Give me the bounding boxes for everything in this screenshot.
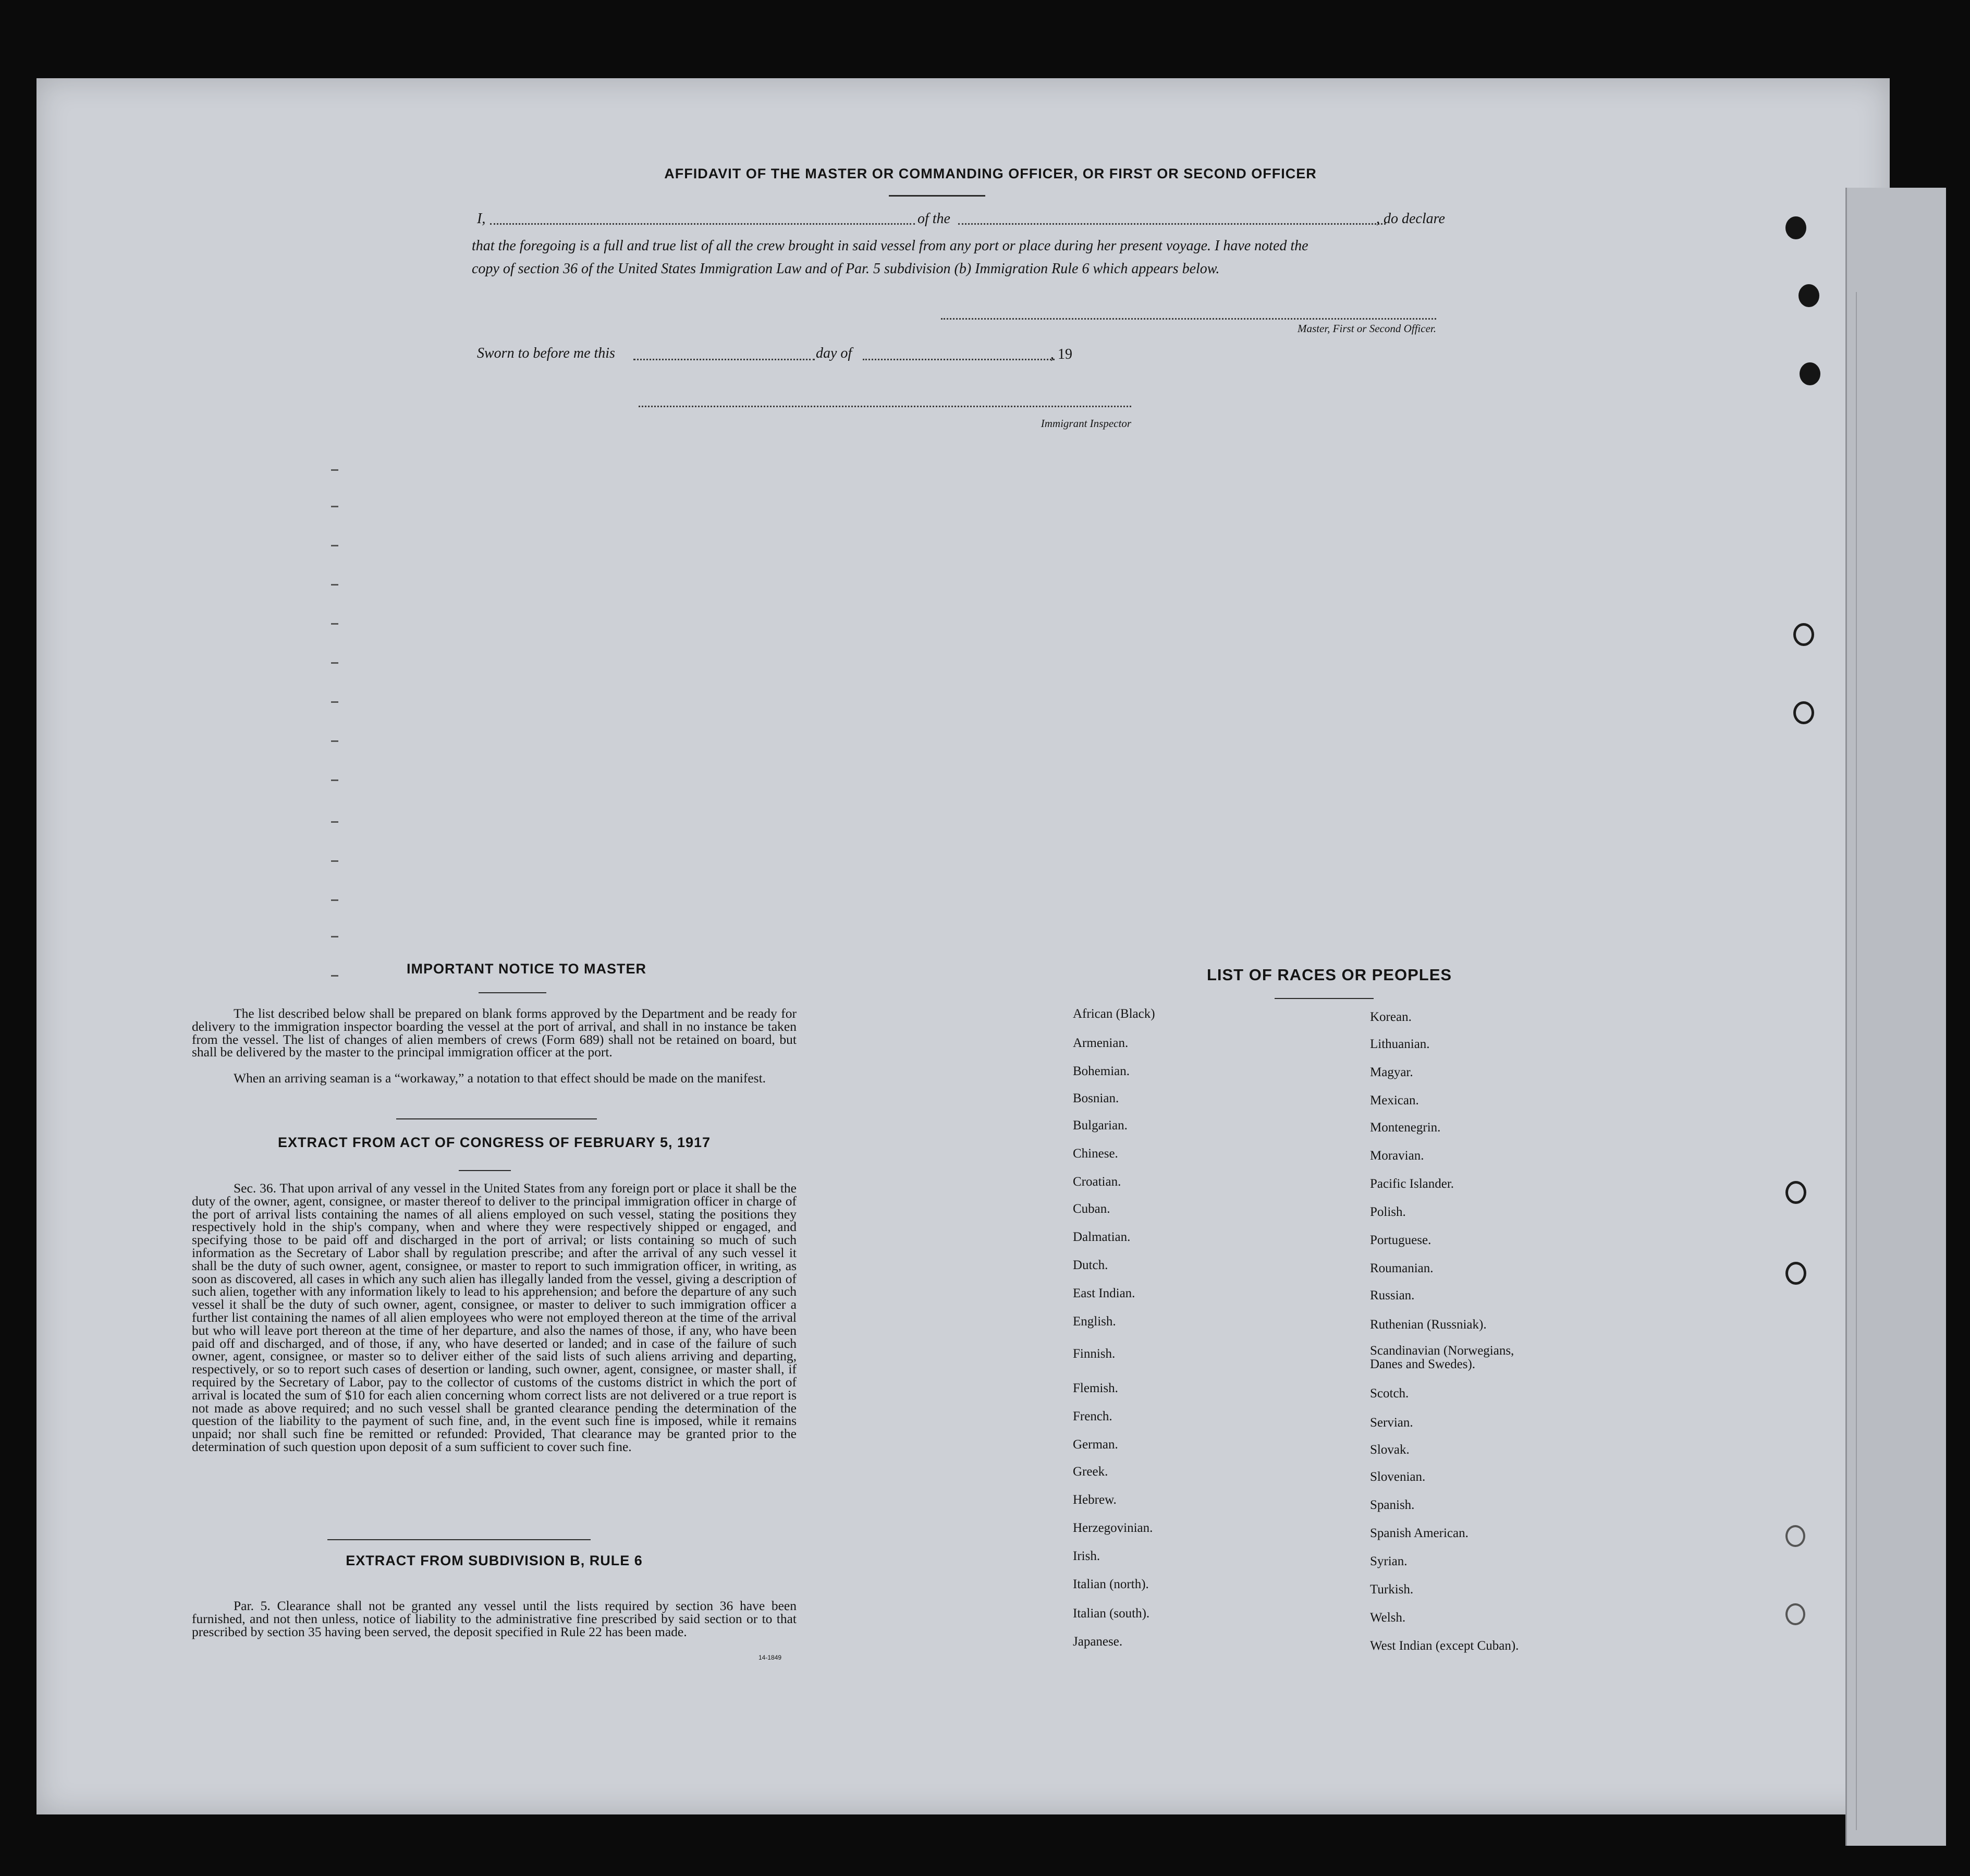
- margin-mark: [331, 584, 338, 586]
- binder-hole: [1785, 1603, 1805, 1625]
- races-rule: [1275, 998, 1374, 999]
- extract-act-text: Sec. 36. That upon arrival of any vessel in the United States from any foreign port or place it shall be the duty of the owner, agent, consignee, or master thereof to deliver to the principal immigration officer in charge of the port of arrival lists containing the names of all aliens employed on such vessel, stating the positions they respectively hold in the ship's company, when and where they were respectively shipped or engaged, and specifying those to be paid off and discharged in the port of arrival; or lists containing so much of such information as the Secretary of Labor shall by regulation prescribe; and after the arrival of any such vessel it shall be the duty of such owner, agent, consignee, or master to report to such immigration officer, in writing, as soon as discovered, all cases in which any such alien has illegally landed from the vessel, giving a description of such alien, together with any information likely to lead to his apprehension; and before the departure of any such vessel it shall be the duty of such owner, agent, consignee, or master to deliver to such immigration officer a further list containing the names of all alien employees who were not employed thereon at the time of the arrival but who will leave port thereon at the time of her departure, and also the names of those, if any, who have been paid off and discharged, and of those, if any, who have deserted or landed; and in case of the failure of such owner, agent, consignee, or master so to deliver either of the said lists of such aliens arriving and departing, respectively, or so to report such cases of desertion or landing, such owner, agent, consignee, or master shall, if required by the Secretary of Labor, pay to the collector of customs of the customs district in which the port of arrival is located the sum of $10 for each alien concerning whom correct lists are not delivered or a true report is not made as above required; and no such vessel shall be granted clearance pending the determination of the question of the liability to the payment of such fine, and, in the event such fine is imposed, while it remains unpaid; nor shall such fine be remitted or refunded: Provided, That clearance may be granted prior to the determination of such question upon deposit of a sum sufficient to cover such fine.: [192, 1180, 797, 1454]
- affidavit-line2: that the foregoing is a full and true list of all the crew brought in said vessel from any port or place during her present voyage. I have noted the: [472, 238, 1308, 254]
- notice-title: IMPORTANT NOTICE TO MASTER: [407, 961, 646, 977]
- form-number: 14-1849: [758, 1654, 782, 1661]
- margin-mark: [331, 779, 338, 781]
- race-item: East Indian.: [1073, 1286, 1135, 1300]
- race-item: Portuguese.: [1370, 1233, 1431, 1247]
- binder-hole: [1785, 216, 1806, 239]
- margin-mark: [331, 860, 338, 862]
- affidavit-line1-suffix: , do declare: [1376, 211, 1445, 227]
- margin-mark: [331, 623, 338, 625]
- notice-paragraph-1: The list described below shall be prepared on blank forms approved by the Department and be ready for delivery to the immigration inspector boarding the vessel at the port of arrival, and shall in no instance be taken from the vessel. The list of changes of alien members of crews (Form 689) shall not be retained on board, but shall be delivered by the master to the principal immigration officer at the port.: [192, 1006, 797, 1060]
- race-item: Servian.: [1370, 1416, 1413, 1430]
- master-signature-line: [941, 318, 1436, 320]
- extract-rule-title: EXTRACT FROM SUBDIVISION B, RULE 6: [346, 1553, 643, 1568]
- race-item: Welsh.: [1370, 1611, 1406, 1625]
- race-item: Italian (north).: [1073, 1577, 1149, 1591]
- race-item: Italian (south).: [1073, 1606, 1150, 1621]
- inspector-signature-line: [639, 406, 1131, 407]
- race-item: English.: [1073, 1314, 1116, 1329]
- margin-mark: [331, 821, 338, 823]
- race-item: Lithuanian.: [1370, 1037, 1430, 1051]
- margin-mark: [331, 701, 338, 703]
- race-item: Ruthenian (Russniak).: [1370, 1318, 1487, 1332]
- binder-hole: [1798, 284, 1819, 307]
- extract-act-title: EXTRACT FROM ACT OF CONGRESS OF FEBRUARY 5, 1917: [277, 1135, 711, 1150]
- race-item: Roumanian.: [1370, 1261, 1434, 1275]
- race-item: Korean.: [1370, 1010, 1412, 1024]
- margin-mark: [331, 545, 338, 546]
- margin-mark: [331, 740, 338, 742]
- section-rule: [327, 1539, 591, 1540]
- race-item: Croatian.: [1073, 1175, 1121, 1189]
- race-item: German.: [1073, 1438, 1118, 1452]
- master-signature-caption: Master, First or Second Officer.: [1298, 322, 1436, 335]
- race-item: Montenegrin.: [1370, 1120, 1441, 1135]
- race-item: Bohemian.: [1073, 1064, 1130, 1078]
- race-item: Cuban.: [1073, 1202, 1110, 1216]
- extract-act-rule: [459, 1170, 511, 1171]
- race-item: Slovak.: [1370, 1443, 1410, 1457]
- margin-mark: [331, 936, 338, 937]
- affidavit-title: AFFIDAVIT OF THE MASTER OR COMMANDING OFFICER, OR FIRST OR SECOND OFFICER: [664, 166, 1317, 181]
- margin-mark: [331, 469, 338, 471]
- notice-paragraph-2: When an arriving seaman is a “workaway,” a notation to that effect should be made on the manifest.: [234, 1070, 766, 1086]
- page-edge-line: [1856, 292, 1888, 1830]
- race-item: African (Black): [1073, 1007, 1155, 1021]
- binder-hole: [1800, 362, 1820, 385]
- race-item: Armenian.: [1073, 1036, 1129, 1050]
- race-item: Finnish.: [1073, 1347, 1116, 1361]
- race-item: Turkish.: [1370, 1582, 1414, 1597]
- binder-hole: [1785, 1525, 1805, 1547]
- races-title: LIST OF RACES OR PEOPLES: [1206, 966, 1452, 984]
- affidavit-line1-middle: of the: [917, 211, 950, 227]
- affidavit-line3: copy of section 36 of the United States Immigration Law and of Par. 5 subdivision (b) Immigration Rule 6 which appears below.: [472, 261, 1220, 277]
- name-blank: [490, 223, 915, 225]
- race-item: Spanish.: [1370, 1498, 1415, 1512]
- race-item: Chinese.: [1073, 1147, 1118, 1161]
- binder-hole: [1793, 623, 1814, 646]
- sworn-day-blank: [633, 359, 815, 360]
- sworn-year: , 19: [1050, 346, 1072, 362]
- section-rule: [396, 1118, 597, 1119]
- race-item: Bulgarian.: [1073, 1118, 1128, 1132]
- race-item: Herzegovinian.: [1073, 1521, 1153, 1535]
- race-item: Scandinavian (Norwegians, Danes and Swedes).: [1370, 1344, 1514, 1371]
- race-item: Pacific Islander.: [1370, 1177, 1454, 1191]
- race-item: Syrian.: [1370, 1554, 1408, 1568]
- race-item: Flemish.: [1073, 1381, 1118, 1395]
- race-item: Dalmatian.: [1073, 1230, 1131, 1244]
- race-item: Bosnian.: [1073, 1091, 1119, 1105]
- race-item: Mexican.: [1370, 1093, 1419, 1107]
- race-item: Greek.: [1073, 1465, 1108, 1479]
- race-item: Spanish American.: [1370, 1526, 1469, 1540]
- binder-hole: [1793, 701, 1814, 724]
- race-item: Russian.: [1370, 1288, 1415, 1302]
- sworn-prefix: Sworn to before me this: [477, 345, 615, 361]
- extract-rule-text: Par. 5. Clearance shall not be granted any vessel until the lists required by section 36 have been furnished, and not then unless, notice of liability to the administrative fine prescribed by said section or to that prescribed by section 35 having been served, the deposit specified in Rule 22 has been made.: [192, 1598, 797, 1639]
- race-item: Scotch.: [1370, 1386, 1409, 1400]
- race-item: Japanese.: [1073, 1635, 1123, 1649]
- affidavit-line1-prefix: I,: [477, 211, 486, 227]
- race-item: West Indian (except Cuban).: [1370, 1639, 1519, 1653]
- race-item: Polish.: [1370, 1205, 1406, 1219]
- binder-hole: [1785, 1181, 1806, 1204]
- race-item: French.: [1073, 1409, 1112, 1423]
- margin-mark: [331, 899, 338, 901]
- title-rule: [889, 195, 985, 197]
- binder-hole: [1785, 1262, 1806, 1285]
- race-item: Hebrew.: [1073, 1493, 1117, 1507]
- race-item: Moravian.: [1370, 1149, 1424, 1163]
- sworn-month-blank: [863, 359, 1055, 360]
- sworn-day-label: day of: [816, 345, 852, 361]
- inspector-caption: Immigrant Inspector: [1041, 417, 1131, 430]
- margin-mark: [331, 506, 338, 507]
- race-item: Irish.: [1073, 1549, 1100, 1563]
- race-item: Dutch.: [1073, 1258, 1108, 1272]
- vessel-blank: [958, 223, 1386, 225]
- notice-rule: [479, 992, 546, 993]
- race-item: Slovenian.: [1370, 1470, 1426, 1484]
- race-item: Magyar.: [1370, 1065, 1413, 1079]
- margin-mark: [331, 662, 338, 664]
